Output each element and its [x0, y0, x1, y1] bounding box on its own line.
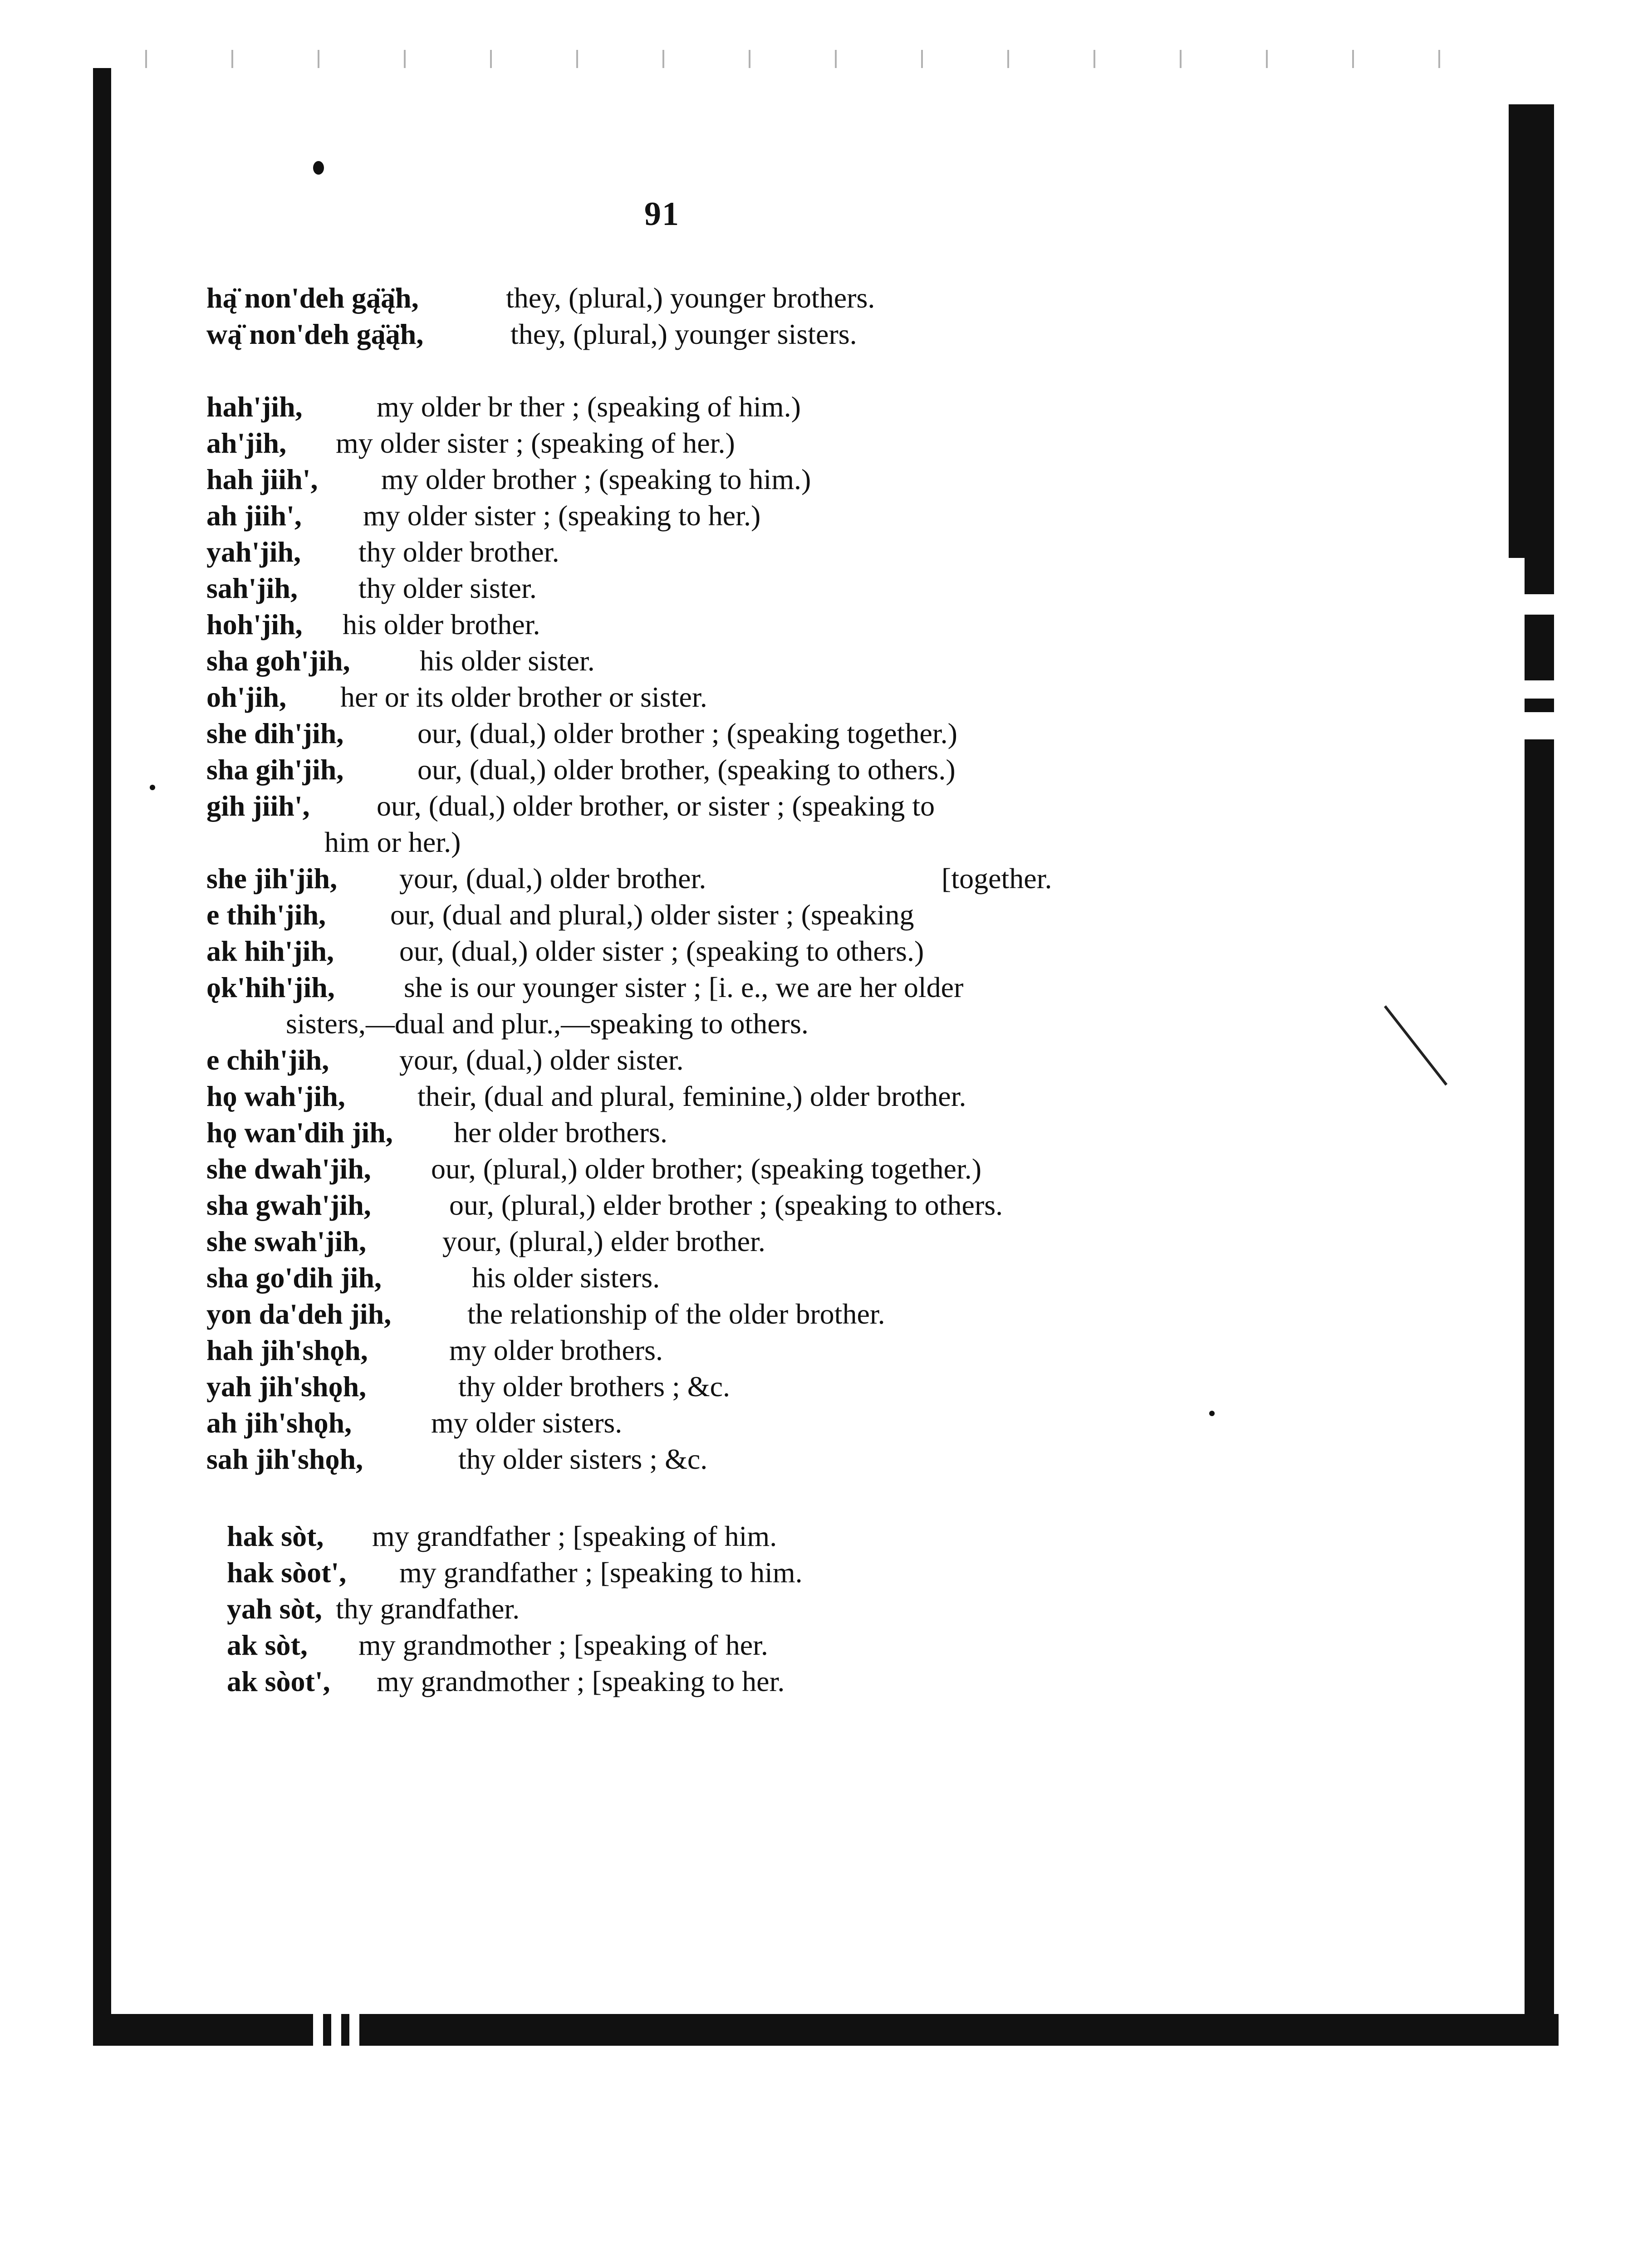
scan-top-speckle: [113, 50, 1520, 68]
vocab-line: [206, 971, 964, 1003]
scan-bottom-gap: [349, 2014, 359, 2046]
vocab-gloss: thy older brother.: [358, 536, 559, 568]
vocab-line: [206, 1443, 708, 1475]
vocab-line: [206, 1044, 684, 1076]
vocab-gloss: our, (dual and plural,) older sister ; (speaking: [390, 899, 914, 931]
vocab-term: sha go'dih jih,: [206, 1261, 382, 1294]
scan-bottom-gap: [331, 2014, 341, 2046]
vocab-gloss: thy older sisters ; &c.: [458, 1443, 708, 1475]
vocab-line: [206, 753, 956, 786]
vocab-gloss: she is our younger sister ; [i. e., we are her older: [404, 971, 964, 1003]
vocab-term: sah'jih,: [206, 572, 298, 604]
vocab-term: wą̈ non'deh gą̈ą̈h,: [206, 318, 424, 350]
vocab-term: hak sòot',: [227, 1556, 347, 1589]
vocab-gloss: the relationship of the older brother.: [467, 1298, 885, 1330]
vocab-gloss: our, (plural,) older brother; (speaking together.): [431, 1153, 982, 1185]
vocab-line: [227, 1520, 777, 1552]
vocab-gloss: our, (dual,) older brother, or sister ; (speaking to: [377, 790, 935, 822]
vocab-line: [206, 1080, 966, 1112]
vocab-line: [206, 572, 537, 604]
vocab-term: hak sòt,: [227, 1520, 324, 1552]
vocab-gloss: our, (dual,) older sister ; (speaking to others.): [399, 935, 924, 967]
vocab-line: [206, 790, 935, 822]
vocab-gloss: his older brother.: [343, 608, 540, 640]
vocab-gloss: my older sisters.: [431, 1407, 623, 1439]
vocab-gloss: her or its older brother or sister.: [340, 681, 707, 713]
vocab-line: [206, 1298, 885, 1330]
vocab-line: [227, 1665, 785, 1697]
ink-dot: [313, 161, 324, 175]
vocab-line: [206, 681, 707, 713]
scan-right-shadow: [1509, 104, 1527, 558]
vocab-term: she swah'jih,: [206, 1225, 367, 1257]
scan-bottom-gap: [313, 2014, 323, 2046]
vocab-line: [206, 499, 761, 532]
vocab-term: yah sòt,: [227, 1593, 322, 1625]
vocab-term: e chih'jih,: [206, 1044, 329, 1076]
vocab-line: [206, 463, 811, 495]
ink-dot: [150, 785, 155, 790]
vocab-line: [206, 1225, 765, 1257]
vocab-term: hah jih'shǫh,: [206, 1334, 368, 1366]
vocab-term: hǫ wan'dih jih,: [206, 1116, 393, 1149]
scan-right-gap: [1525, 712, 1554, 739]
vocab-term: sah jih'shǫh,: [206, 1443, 363, 1475]
vocab-line: [206, 899, 914, 931]
vocab-gloss: sisters,—dual and plur.,—speaking to others.: [286, 1007, 809, 1040]
vocab-gloss: your, (dual,) older sister.: [399, 1044, 684, 1076]
vocab-gloss: our, (dual,) older brother ; (speaking together.): [417, 717, 957, 749]
vocab-gloss: [together.: [941, 862, 1052, 894]
vocab-line: [206, 1370, 730, 1403]
vocab-term: yah jih'shǫh,: [206, 1370, 367, 1403]
vocab-gloss: they, (plural,) younger brothers.: [506, 282, 875, 314]
vocab-line: [206, 608, 540, 640]
vocab-gloss: thy grandfather.: [336, 1593, 520, 1625]
scan-right-gap: [1525, 680, 1554, 699]
vocab-term: e thih'jih,: [206, 899, 326, 931]
vocab-gloss: my older br ther ; (speaking of him.): [377, 391, 801, 423]
vocab-term: hah jiih',: [206, 463, 318, 495]
vocab-line: [206, 282, 875, 314]
vocab-line: [227, 1629, 768, 1661]
scan-right-gap: [1525, 594, 1554, 615]
vocab-term: hǫ wah'jih,: [206, 1080, 345, 1112]
vocab-line: [206, 645, 595, 677]
vocab-term: yah'jih,: [206, 536, 301, 568]
vocab-line: [206, 1407, 623, 1439]
vocab-term: hoh'jih,: [206, 608, 303, 640]
vocab-line: [206, 1153, 982, 1185]
vocab-gloss: our, (plural,) elder brother ; (speaking to others.: [449, 1189, 1003, 1221]
vocab-line: [206, 1261, 660, 1294]
vocab-line: [206, 862, 706, 894]
vocab-term: she dih'jih,: [206, 717, 344, 749]
vocab-gloss: my older brothers.: [449, 1334, 663, 1366]
vocab-line: [206, 1189, 1003, 1221]
vocab-gloss: thy older sister.: [358, 572, 537, 604]
vocab-term: ah jih'shǫh,: [206, 1407, 352, 1439]
vocab-gloss: my grandfather ; [speaking to him.: [399, 1556, 803, 1589]
vocab-term: ǫk'hih'jih,: [206, 971, 335, 1003]
vocab-line: [227, 1593, 520, 1625]
vocab-term: hah'jih,: [206, 391, 303, 423]
vocab-term: hą̈ non'deh gą̈ą̈h,: [206, 282, 419, 314]
vocab-term: she dwah'jih,: [206, 1153, 371, 1185]
vocab-gloss: your, (dual,) older brother.: [399, 862, 706, 894]
page-number: 91: [644, 196, 680, 233]
vocab-term: ah jiih',: [206, 499, 302, 532]
vocab-line: [206, 536, 559, 568]
vocab-term: sha gih'jih,: [206, 753, 344, 786]
vocab-line: [206, 1116, 667, 1149]
vocab-term: sha gwah'jih,: [206, 1189, 371, 1221]
vocab-gloss: our, (dual,) older brother, (speaking to others.): [417, 753, 956, 786]
scan-left-border: [93, 68, 111, 2046]
vocab-gloss: their, (dual and plural, feminine,) older brother.: [417, 1080, 966, 1112]
vocab-gloss: my grandfather ; [speaking of him.: [372, 1520, 777, 1552]
vocab-line: [227, 1556, 803, 1589]
vocab-line: [206, 717, 957, 749]
vocab-gloss: thy older brothers ; &c.: [458, 1370, 730, 1403]
vocab-gloss: her older brothers.: [454, 1116, 667, 1149]
vocab-term: gih jiih',: [206, 790, 310, 822]
vocab-term: sha goh'jih,: [206, 645, 350, 677]
scan-stray-mark: [1384, 1005, 1447, 1085]
vocab-term: yon da'deh jih,: [206, 1298, 392, 1330]
vocab-term: ak sòot',: [227, 1665, 330, 1697]
vocab-gloss: his older sisters.: [472, 1261, 660, 1294]
vocab-gloss: my grandmother ; [speaking of her.: [358, 1629, 768, 1661]
vocab-gloss: they, (plural,) younger sisters.: [510, 318, 857, 350]
vocab-term: oh'jih,: [206, 681, 287, 713]
vocab-term: ak hih'jih,: [206, 935, 334, 967]
vocab-gloss: my grandmother ; [speaking to her.: [377, 1665, 785, 1697]
vocab-gloss: my older sister ; (speaking of her.): [336, 427, 735, 459]
vocab-line: [206, 1334, 663, 1366]
vocab-term: ah'jih,: [206, 427, 287, 459]
vocab-line: [206, 935, 924, 967]
vocab-line: [206, 391, 801, 423]
vocab-term: ak sòt,: [227, 1629, 308, 1661]
vocab-gloss: him or her.): [324, 826, 461, 858]
vocab-gloss: your, (plural,) elder brother.: [442, 1225, 765, 1257]
scan-right-border: [1525, 104, 1554, 2032]
vocab-term: she jih'jih,: [206, 862, 338, 894]
vocab-gloss: my older sister ; (speaking to her.): [363, 499, 761, 532]
vocab-line: [206, 427, 735, 459]
vocab-gloss: his older sister.: [420, 645, 595, 677]
vocab-gloss: my older brother ; (speaking to him.): [381, 463, 811, 495]
ink-dot: [1209, 1411, 1215, 1416]
vocab-line: [206, 318, 857, 350]
